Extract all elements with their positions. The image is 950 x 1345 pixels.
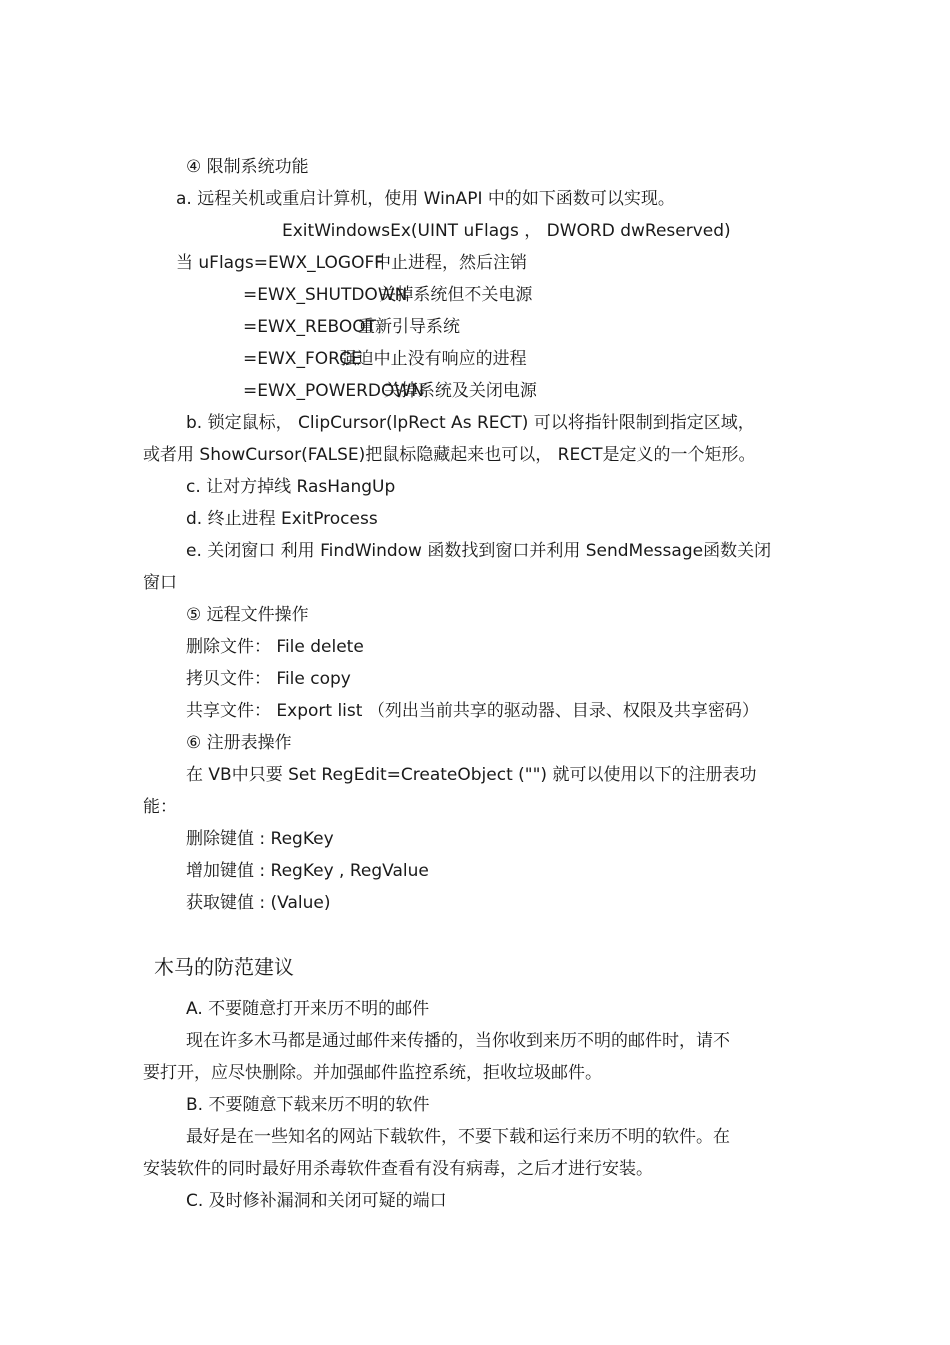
flag-row-force [243,348,527,370]
function-signature: ExitWindowsEx(UINT uFlags ， DWORD dwReserved) [282,221,731,241]
file-copy-line: 拷贝文件： File copy [186,669,351,689]
flag-desc: 关掉系统但不关电源 [379,285,533,305]
advice-a-title: A. 不要随意打开来历不明的邮件 [186,999,430,1019]
flag-desc: 中止进程，然后注销 [374,253,528,273]
flag-code: =EWX_FORCE [243,349,362,369]
flag-row-powerdown [243,380,537,402]
advice-b-body-line2: 安装软件的同时最好用杀毒软件查看有没有病毒，之后才进行安装。 [143,1159,653,1179]
item-d-text: d. 终止进程 ExitProcess [186,509,378,529]
advice-b-body-line1: 最好是在一些知名的网站下载软件，不要下载和运行来历不明的软件。在 [186,1127,730,1147]
flag-desc: 重新引导系统 [358,317,461,337]
file-share-line: 共享文件： Export list （列出当前共享的驱动器、目录、权限及共享密码） [186,701,759,721]
item-c-text: c. 让对方掉线 RasHangUp [186,477,396,497]
flag-code: =EWX_SHUTDOWN [243,285,408,305]
item-b-line1: b. 锁定鼠标， ClipCursor(lpRect As RECT) 可以将指针限制到指定区域， [186,413,755,433]
section-5-title: ⑤ 远程文件操作 [186,605,309,625]
item-e-line1: e. 关闭窗口 利用 FindWindow 函数找到窗口并利用 SendMessage函数关闭 [186,541,772,561]
item-e-line2: 窗口 [143,573,177,593]
section-4-title: ④ 限制系统功能 [186,157,309,177]
registry-add-key: 增加键值 : RegKey , RegValue [186,861,429,881]
advice-a-body-line2: 要打开，应尽快删除。并加强邮件监控系统，拒收垃圾邮件。 [143,1063,602,1083]
section-heading: 木马的防范建议 [154,955,294,979]
flag-row-reboot [243,316,460,338]
advice-b-title: B. 不要随意下载来历不明的软件 [186,1095,430,1115]
flag-code: 当 uFlags=EWX_LOGOFF [176,253,385,273]
item-a-text: a. 远程关机或重启计算机，使用 WinAPI 中的如下函数可以实现。 [176,189,675,209]
file-delete-line: 删除文件： File delete [186,637,364,657]
flag-row-logoff [176,252,527,274]
registry-intro-line1: 在 VB中只要 Set RegEdit=CreateObject ("") 就可以使用以下的注册表功 [186,765,757,785]
flag-row-shutdown [243,284,532,306]
registry-intro-line2: 能： [143,797,177,817]
advice-a-body-line1: 现在许多木马都是通过邮件来传播的，当你收到来历不明的邮件时，请不 [186,1031,730,1051]
flag-desc: 强迫中止没有响应的进程 [339,349,527,369]
flag-desc: 关掉系统及关闭电源 [383,381,537,401]
flag-code: =EWX_REBOOT [243,317,377,337]
registry-get-key: 获取键值 : (Value) [186,893,331,913]
advice-c-title: C. 及时修补漏洞和关闭可疑的端口 [186,1191,447,1211]
flag-code: =EWX_POWERDOWN [243,381,424,401]
registry-delete-key: 删除键值 : RegKey [186,829,334,849]
item-b-line2: 或者用 ShowCursor(FALSE)把鼠标隐藏起来也可以， RECT是定义的一个矩形。 [143,445,756,465]
section-6-title: ⑥ 注册表操作 [186,733,292,753]
